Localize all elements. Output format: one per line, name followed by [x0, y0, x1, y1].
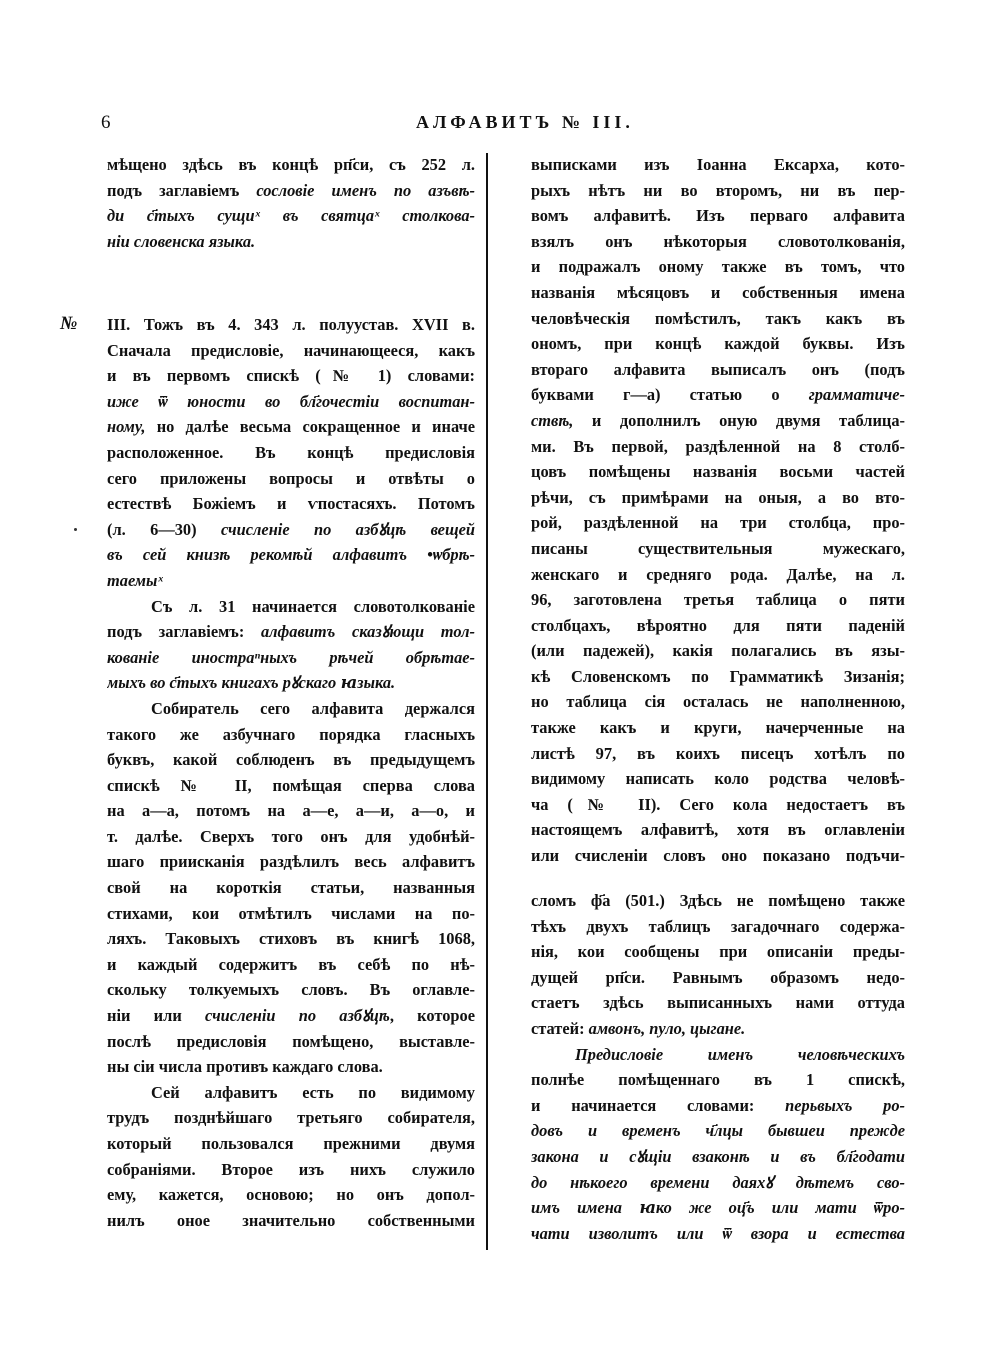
- text-line: [107, 312, 475, 338]
- text-segment: и въ первомъ спискѣ (№ 1) словами:: [107, 366, 475, 386]
- text-line: [531, 280, 905, 306]
- text-line: [107, 389, 475, 415]
- text-line: [107, 568, 475, 594]
- text-segment: и начинается словами:: [531, 1095, 786, 1115]
- text-segment: названія мѣсяцовъ и собственныя имена: [531, 282, 905, 302]
- margin-speck: [74, 528, 77, 531]
- italic-text-segment: въ сей книзѣ рекомѣй алфавитъ •ѡбрѣ-: [107, 545, 475, 565]
- italic-text-segment: алфавитъ сказꙋющи тол-: [260, 622, 475, 642]
- text-line: [531, 459, 905, 485]
- text-line: [531, 408, 905, 434]
- italic-text-segment: ніи словенска языка.: [107, 231, 256, 251]
- text-line: [531, 766, 905, 792]
- text-line: [531, 817, 905, 843]
- text-segment: буквами г—а) статью о: [531, 385, 809, 405]
- text-segment: настоящемъ алфавитѣ, хотя въ оглавленіи: [531, 820, 905, 840]
- italic-text-segment: кованіе иностраⁿныхъ рѣчей обрѣтае-: [107, 647, 475, 667]
- text-line: [531, 510, 905, 536]
- text-segment: дущей рп҃си. Равнымъ образомъ недо-: [531, 967, 905, 987]
- text-line: [107, 722, 475, 748]
- text-segment: или счисленіи словъ оно показано подъчи-: [531, 846, 905, 866]
- text-line: [531, 434, 905, 460]
- text-line: [531, 229, 905, 255]
- text-line: [531, 914, 905, 940]
- text-segment: также какъ и круги, начерченные на: [531, 718, 905, 738]
- text-line: [107, 491, 475, 517]
- text-segment: листѣ 97, въ коихъ писецъ хотѣлъ по: [531, 743, 905, 763]
- text-line: [531, 203, 905, 229]
- text-segment: рыхъ нѣтъ ни во второмъ, ни въ пер-: [531, 180, 905, 200]
- text-line: [531, 888, 905, 914]
- italic-text-segment: сословіе именъ по азъвѣ-: [256, 180, 475, 200]
- text-segment: и каждый содержитъ въ себѣ по нѣ-: [107, 954, 475, 974]
- italic-text-segment: ствѣ,: [531, 410, 574, 430]
- page-number: 6: [101, 112, 111, 133]
- left-column-block-2: [107, 312, 475, 1233]
- text-line: [107, 952, 475, 978]
- text-segment: видимому написать коло родства человѣ-: [531, 769, 905, 789]
- text-segment: (или падежей), какія полагались въ язы-: [531, 641, 905, 661]
- text-line: [107, 152, 475, 178]
- text-line: [107, 977, 475, 1003]
- text-segment: втораго алфавита выписалъ онъ (подъ: [531, 359, 905, 379]
- text-line: [107, 645, 475, 671]
- text-line: [531, 613, 905, 639]
- text-line: [107, 229, 475, 255]
- text-segment: подъ заглавіемъ: [107, 180, 257, 200]
- italic-text-segment: имъ имена ꙗко же оц҃ъ или мати ѿро-: [531, 1198, 905, 1218]
- text-line: [531, 741, 905, 767]
- column-divider: [486, 153, 488, 1250]
- text-line: [107, 773, 475, 799]
- text-segment: собраніями. Второе изъ нихъ служило: [107, 1159, 475, 1179]
- text-segment: нія, кои сообщены при описаніи преды-: [531, 942, 905, 962]
- text-segment: спискѣ № II, помѣщая сперва слова: [107, 775, 475, 795]
- text-segment: мѣщено здѣсь въ концѣ рп҃си, съ 252 л.: [107, 155, 475, 174]
- text-segment: тѣхъ двухъ таблицъ загадочнаго содержа-: [531, 916, 905, 936]
- text-segment: скольку толкуемыхъ словъ. Въ оглавле-: [107, 980, 475, 1000]
- text-segment: такого же азбучнаго порядка гласныхъ: [107, 724, 475, 744]
- text-line: [107, 178, 475, 204]
- text-line: [531, 331, 905, 357]
- text-line: [531, 357, 905, 383]
- italic-text-segment: амвонъ, пуло, цыгане.: [588, 1018, 746, 1038]
- text-line: [107, 1131, 475, 1157]
- text-segment: ны сіи числа противъ каждаго слова.: [107, 1057, 383, 1077]
- right-column-block-2: [531, 888, 905, 1246]
- text-segment: ономъ, при концѣ каждой буквы. Изъ: [531, 334, 905, 354]
- text-line: [531, 990, 905, 1016]
- running-title: АЛФАВИТЪ № III.: [416, 112, 634, 132]
- italic-text-segment: счисленіи по азбꙋцѣ: [205, 1006, 390, 1026]
- text-line: [531, 689, 905, 715]
- text-line: [531, 152, 905, 178]
- text-segment: цовъ помѣщены названія восьми частей: [531, 462, 905, 482]
- text-line: [107, 1080, 475, 1106]
- text-line: [107, 798, 475, 824]
- italic-text-segment: довъ и временъ ч҃лцы бывшеи прежде: [531, 1121, 905, 1141]
- italic-text-segment: иже ѿ юности во бл҃гочестіи воспитан-: [107, 391, 475, 411]
- text-line: [531, 965, 905, 991]
- text-line: [531, 1170, 905, 1196]
- text-line: [107, 747, 475, 773]
- text-line: [107, 594, 475, 620]
- text-segment: подъ заглавіемъ:: [107, 622, 261, 642]
- text-segment: буквъ, какой соблюденъ въ предыдущемъ: [107, 750, 475, 770]
- text-segment: сего приложены вопросы и отвѣты о: [107, 468, 475, 488]
- text-segment: рѣчи, съ примѣрами на оныя, а во вто-: [531, 487, 905, 507]
- italic-text-segment: закона и сꙋщіи взаконѣ и въ бл҃годати: [531, 1146, 905, 1166]
- text-segment: III. Тожъ въ 4. 343 л. полуустав. XVII в.: [107, 315, 475, 334]
- text-line: [531, 1042, 905, 1068]
- text-line: [107, 203, 475, 229]
- text-segment: полнѣе помѣщеннаго въ 1 спискѣ,: [531, 1070, 905, 1090]
- text-segment: трудъ позднѣйшаго третьяго собирателя,: [107, 1108, 475, 1128]
- text-line: [531, 1118, 905, 1144]
- text-line: [531, 1221, 905, 1247]
- italic-text-segment: чати изволитъ или ѿ взора и естества: [531, 1223, 905, 1243]
- right-column-block-1: [531, 152, 905, 869]
- text-line: [531, 306, 905, 332]
- text-line: [107, 1054, 475, 1080]
- text-line: [107, 1182, 475, 1208]
- text-segment: выписками изъ Іоанна Ексарха, кото-: [531, 155, 905, 174]
- italic-text-segment: Предисловіе именъ человѣческихъ: [575, 1044, 905, 1064]
- text-segment: расположенное. Въ концѣ предисловія: [107, 442, 475, 462]
- text-segment: т. далѣе. Сверхъ того онъ для удобнѣй-: [107, 826, 475, 846]
- text-segment: взялъ онъ нѣкоторыя словотолкованія,: [531, 231, 905, 251]
- text-line: [107, 542, 475, 568]
- text-line: [531, 485, 905, 511]
- italic-text-segment: ному,: [107, 417, 146, 437]
- text-line: [531, 843, 905, 869]
- text-line: [531, 1093, 905, 1119]
- text-line: [107, 1003, 475, 1029]
- text-line: [107, 901, 475, 927]
- text-line: [531, 587, 905, 613]
- text-segment: статей:: [531, 1018, 589, 1038]
- text-segment: столбцахъ, вѣроятно для пяти паденій: [531, 615, 905, 635]
- italic-text-segment: перьвыхъ ро-: [785, 1095, 905, 1115]
- text-segment: кѣ Словенскомъ по Грамматикѣ Зизанія;: [531, 666, 905, 686]
- text-segment: писаны существительныя мужескаго,: [531, 538, 905, 558]
- text-line: [107, 1105, 475, 1131]
- text-segment: но далѣе весьма сокращенное и иначе: [145, 417, 475, 437]
- text-segment: Сей алфавитъ есть по видимому: [151, 1082, 475, 1102]
- text-segment: вомъ алфавитѣ. Изъ перваго алфавита: [531, 206, 905, 226]
- text-line: [107, 338, 475, 364]
- text-line: [107, 1157, 475, 1183]
- text-segment: ему, кажется, основою; но онъ допол-: [107, 1185, 475, 1205]
- text-line: [531, 638, 905, 664]
- text-line: [531, 178, 905, 204]
- text-segment: который пользовался прежними двумя: [107, 1134, 475, 1153]
- text-segment: сломъ ф҃а (501.) Здѣсь не помѣщено также: [531, 891, 905, 910]
- text-segment: и дополнилъ оную двумя таблица-: [573, 410, 905, 430]
- text-line: [531, 1195, 905, 1221]
- text-line: [107, 926, 475, 952]
- italic-text-segment: счисленіе по азбꙋцѣ вещей: [220, 519, 475, 539]
- text-segment: ми. Въ первой, раздѣленной на 8 столб-: [531, 436, 905, 456]
- text-line: [107, 363, 475, 389]
- text-line: [107, 1029, 475, 1055]
- text-segment: естествѣ Божіемъ и ѵпостасяхъ. Потомъ: [107, 494, 475, 514]
- text-segment: , которое: [389, 1006, 475, 1026]
- text-line: [107, 696, 475, 722]
- text-line: [531, 1016, 905, 1042]
- italic-text-segment: до нѣкоего времени даяхꙋ дѣтемъ сво-: [531, 1172, 905, 1192]
- text-segment: Съ л. 31 начинается словотолкованіе: [151, 596, 475, 616]
- text-segment: женскаго и средняго рода. Далѣе, на л.: [531, 564, 905, 584]
- text-segment: ніи или: [107, 1006, 206, 1026]
- text-line: [531, 382, 905, 408]
- text-line: [531, 715, 905, 741]
- text-line: [531, 939, 905, 965]
- text-line: [531, 1144, 905, 1170]
- text-line: [107, 824, 475, 850]
- text-segment: ляхъ. Таковыхъ стиховъ въ книгѣ 1068,: [107, 929, 475, 949]
- text-line: [107, 517, 475, 543]
- italic-text-segment: таемыˣ: [107, 570, 163, 590]
- text-line: [107, 849, 475, 875]
- text-segment: Собиратель сего алфавита держался: [151, 698, 475, 718]
- text-line: [531, 562, 905, 588]
- text-segment: рой, раздѣленной на три столбца, про-: [531, 513, 905, 533]
- text-line: [107, 875, 475, 901]
- text-line: [107, 466, 475, 492]
- text-line: [107, 414, 475, 440]
- text-segment: но таблица сія осталась не наполненною,: [531, 692, 905, 712]
- text-segment: свой на короткія статьи, названныя: [107, 878, 475, 898]
- text-segment: на а—а, потомъ на а—е, а—и, а—о, и: [107, 801, 475, 821]
- text-segment: послѣ предисловія помѣщено, выставле-: [107, 1031, 475, 1051]
- text-line: [531, 1067, 905, 1093]
- text-line: [531, 792, 905, 818]
- text-line: [531, 254, 905, 280]
- text-segment: и подражалъ оному также въ томъ, что: [531, 257, 905, 277]
- italic-text-segment: мыхъ во с҃тыхъ книгахъ рꙋскаго ꙗзыка.: [107, 673, 396, 693]
- text-line: [107, 1208, 475, 1234]
- text-segment: шаго приисканія раздѣлилъ весь алфавитъ: [107, 852, 475, 872]
- italic-text-segment: ди с҃тыхъ сущиˣ въ святцаˣ столкова-: [107, 206, 475, 226]
- text-segment: (л. 6—30): [107, 519, 221, 539]
- text-line: [531, 536, 905, 562]
- text-segment: Сначала предисловіе, начинающееся, какъ: [107, 340, 475, 360]
- margin-number-marker: №: [60, 313, 78, 334]
- left-column-block-1: [107, 152, 475, 254]
- text-segment: стихами, кои отмѣтилъ числами на по-: [107, 903, 475, 923]
- text-segment: нилъ оное значительно собственными: [107, 1210, 475, 1230]
- text-line: [107, 619, 475, 645]
- text-segment: человѣческія помѣстилъ, такъ какъ въ: [531, 308, 905, 328]
- text-line: [531, 664, 905, 690]
- text-segment: стаетъ здѣсь выписанныхъ нами оттуда: [531, 993, 905, 1013]
- text-segment: 96, заготовлена третья таблица о пяти: [531, 590, 905, 610]
- text-line: [107, 440, 475, 466]
- text-line: [107, 670, 475, 696]
- text-segment: ча (№ II). Сего кола недостаетъ въ: [531, 794, 905, 814]
- italic-text-segment: грамматиче-: [808, 385, 905, 405]
